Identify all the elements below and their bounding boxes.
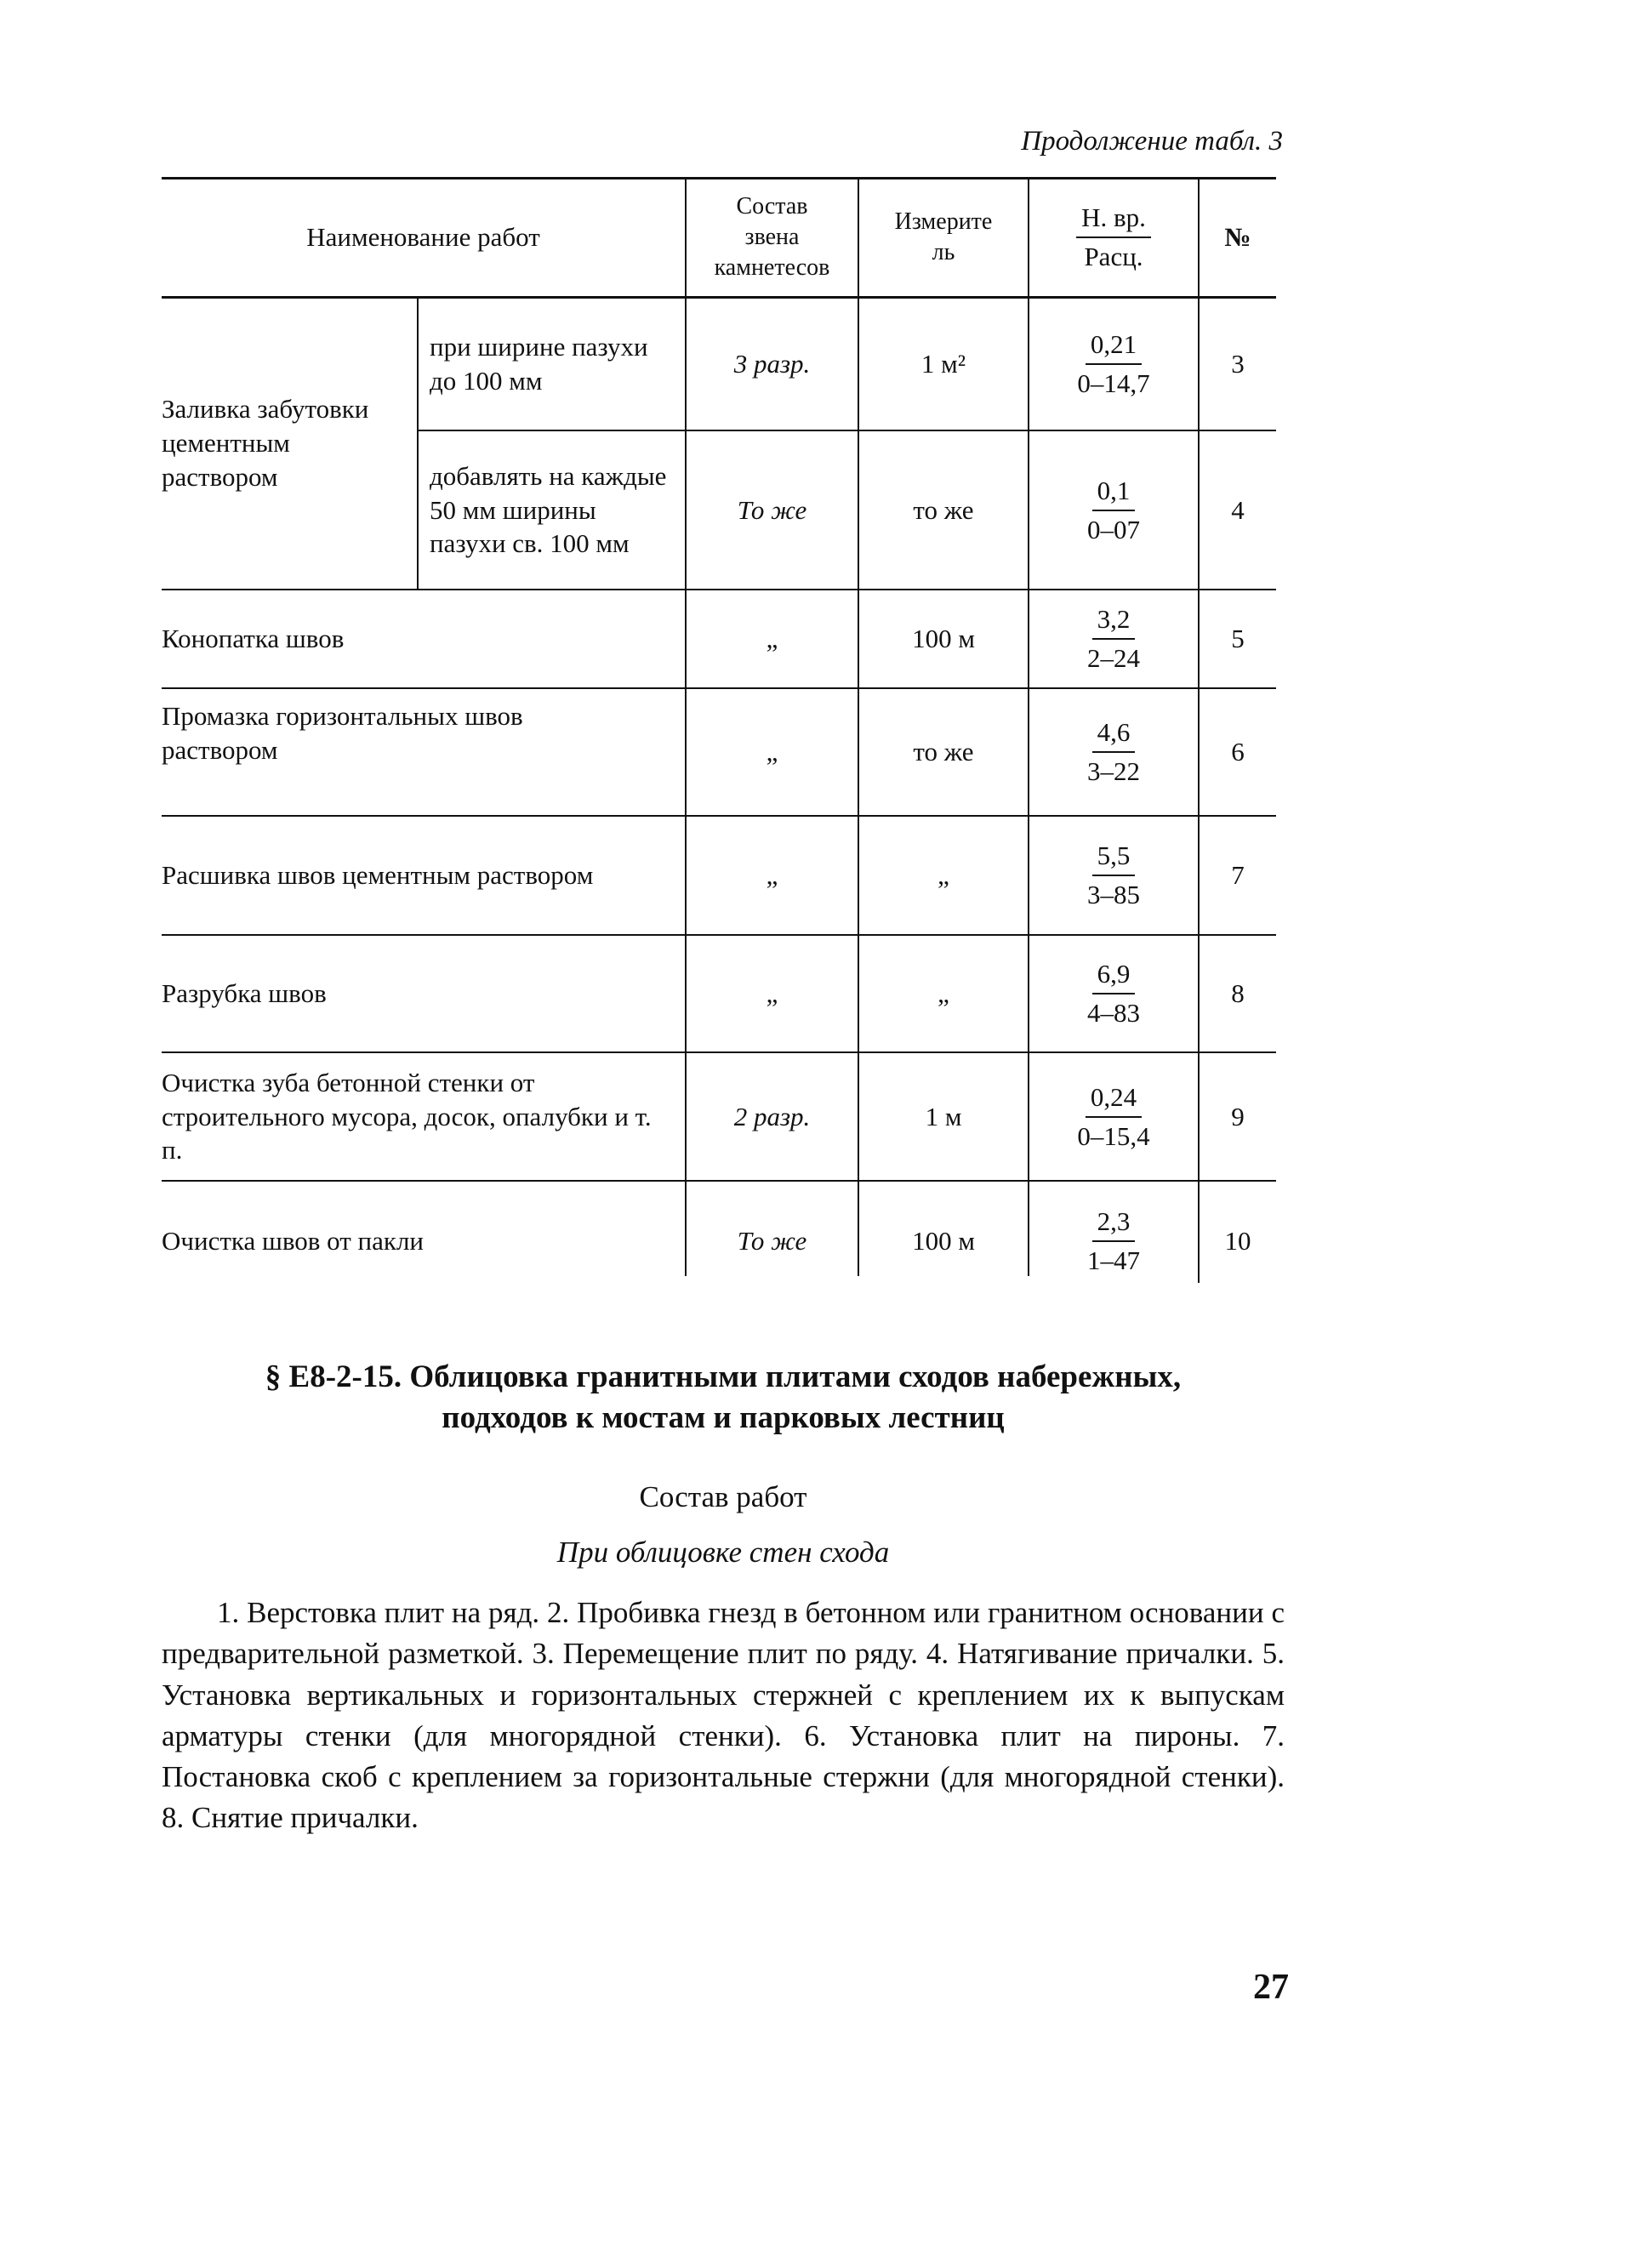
norm-time: 0,1: [1092, 474, 1136, 511]
header-number: №: [1224, 222, 1251, 253]
header-norm: [1029, 179, 1198, 296]
price: 0–15,4: [1077, 1120, 1150, 1151]
table-row-norm: [1029, 689, 1198, 815]
continuation-label: Продолжение табл. 3: [1021, 126, 1283, 157]
norm-time: 5,5: [1092, 839, 1136, 876]
price: 3–85: [1087, 880, 1140, 909]
price: 0–14,7: [1077, 368, 1150, 398]
table-row-unit: 1 м: [925, 1101, 962, 1131]
table-row-number: 7: [1231, 860, 1245, 891]
header-norm-time: Н. вр.: [1076, 201, 1151, 238]
table-row-norm: [1029, 1053, 1198, 1180]
price: 0–07: [1087, 514, 1140, 544]
section-title: [162, 1357, 1285, 1439]
table-row-unit: 100 м: [912, 624, 975, 654]
table-row-number: 9: [1231, 1101, 1245, 1131]
table-row-unit: 100 м: [912, 1226, 975, 1257]
norm-time: 2,3: [1092, 1205, 1136, 1242]
table-row-crew: „: [766, 860, 778, 891]
table-row-name: Промазка горизонтальных швов раствором: [162, 701, 523, 765]
group-row-crew: То же: [737, 494, 807, 525]
table-row-crew: То же: [737, 1226, 807, 1257]
group-row-norm: [1029, 431, 1198, 589]
norm-time: 6,9: [1092, 957, 1136, 994]
norm-time: 3,2: [1092, 602, 1136, 640]
table-row-name: Очистка швов от пакли: [162, 1226, 425, 1257]
table-row-crew: 2 разр.: [733, 1101, 811, 1131]
table-row-number: 6: [1231, 737, 1245, 767]
section-subtitle: Состав работ: [639, 1480, 807, 1513]
table-row-crew: „: [766, 978, 778, 1009]
section-title-line2: подходов к мостам и парковых лестниц: [442, 1400, 1005, 1436]
group-row-sub: добавлять на каждые 50 мм ширины пазухи св. 100 мм: [430, 460, 667, 559]
price: 2–24: [1087, 643, 1140, 673]
norm-time: 0,24: [1086, 1080, 1142, 1118]
group-row-unit: то же: [913, 494, 974, 525]
table-row-norm: [1029, 1182, 1198, 1301]
table-row-norm: [1029, 590, 1198, 687]
norm-time: 4,6: [1092, 715, 1136, 753]
table-row-name: Разрубка швов: [162, 978, 327, 1009]
group-row-sub: при ширине пазухи до 100 мм: [430, 331, 648, 396]
group-row-crew: 3 разр.: [733, 348, 811, 379]
group-row-norm: [1029, 298, 1198, 430]
table-row-crew: „: [766, 737, 778, 767]
group-name: Заливка забутовки цементным раствором: [162, 394, 369, 492]
group-row-number: 3: [1231, 348, 1245, 379]
table-row-name: Очистка зуба бетонной стенки от строительного мусора, досок, опалубки и т. п.: [162, 1067, 652, 1165]
price: 4–83: [1087, 998, 1140, 1028]
header-name: Наименование работ: [306, 222, 540, 253]
table-row-name: Конопатка швов: [162, 624, 345, 654]
norm-time: 0,21: [1086, 328, 1142, 365]
page-number: 27: [1253, 1968, 1289, 2007]
table-row-unit: „: [937, 978, 949, 1009]
table-row-norm: [1029, 817, 1198, 934]
table-row-norm: [1029, 936, 1198, 1051]
table-row-crew: „: [766, 624, 778, 654]
table-row-name: Расшивка швов цементным раствором: [162, 860, 594, 891]
price: 1–47: [1087, 1245, 1140, 1275]
section-paragraph: 1. Верстовка плит на ряд. 2. Пробивка гнезд в бетонном или гранитном основании с предварительной разметкой. 3. Перемещение плит по ряду. 4. Натягивание причалки. 5. Установка вертикальных и горизонтальных стержней с креплением их к выпускам арматуры стенки (для многорядной стенки). 6. Установка плит на пироны. 7. Постановка скоб с креплением за горизонтальные стержни (для многорядной стенки). 8. Снятие причалки.: [162, 1596, 1285, 1835]
group-row-number: 4: [1231, 494, 1245, 525]
section-subsubtitle: При облицовке стен схода: [556, 1536, 890, 1569]
section-title-line1: § Е8-2-15. Облицовка гранитными плитами сходов набережных,: [265, 1359, 1182, 1394]
table-row-unit: „: [937, 860, 949, 891]
group-row-unit: 1 м²: [920, 348, 966, 379]
table-row-number: 10: [1224, 1226, 1251, 1257]
header-norm-price: Расц.: [1084, 242, 1143, 271]
price: 3–22: [1087, 756, 1140, 786]
header-unit: Измеритель: [894, 208, 993, 265]
table-row-number: 8: [1231, 978, 1245, 1009]
header-crew: Состав звена камнетесов: [714, 193, 830, 281]
table-row-number: 5: [1231, 624, 1245, 654]
table-row-unit: то же: [913, 737, 974, 767]
